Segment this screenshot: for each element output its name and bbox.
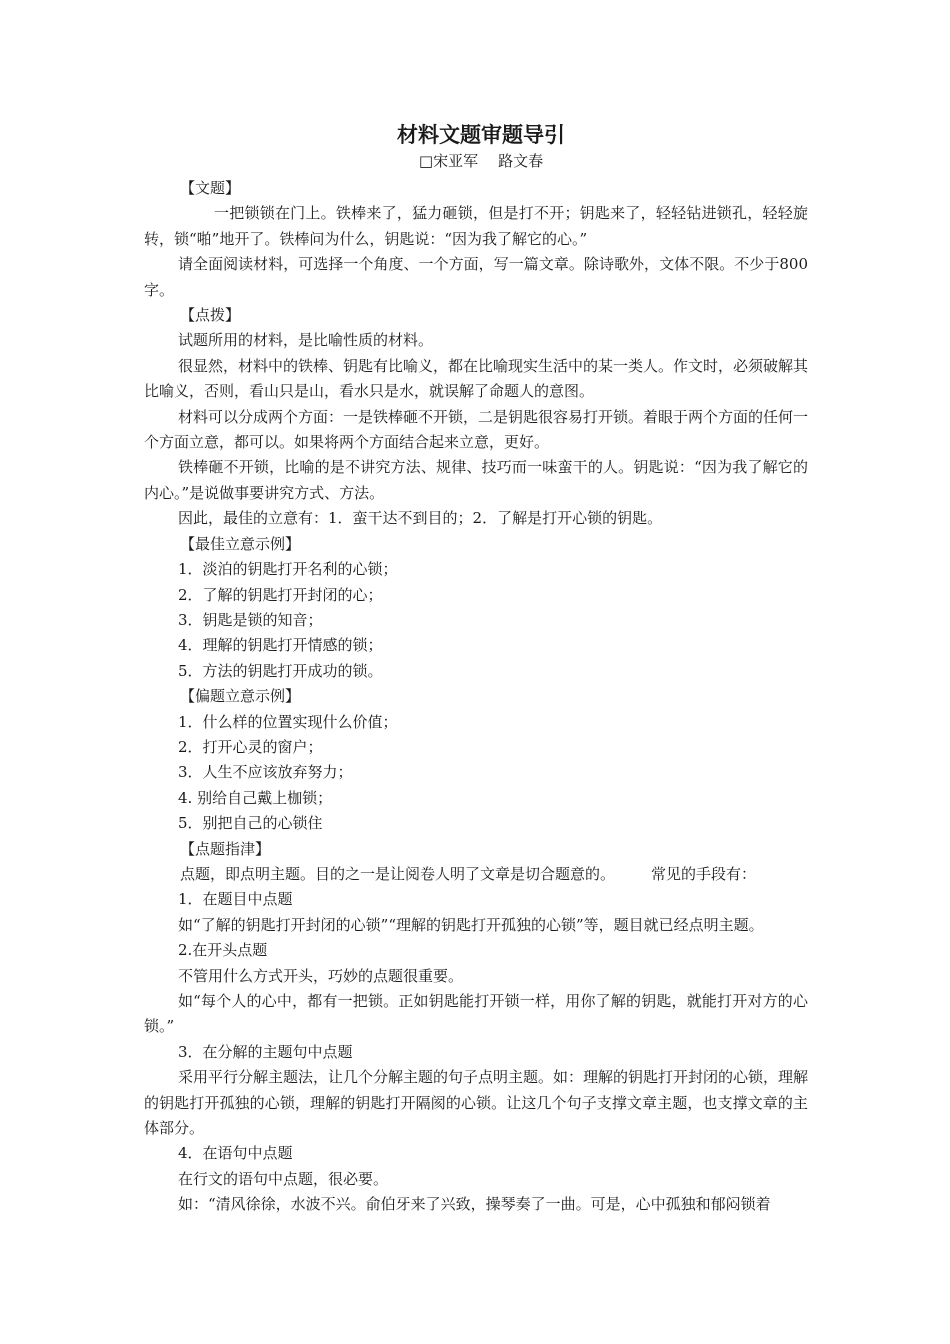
list-item: 2．打开心灵的窗户； xyxy=(178,737,323,756)
document-title: 材料文题审题导引 xyxy=(397,122,565,147)
list-item: 1．什么样的位置实现什么价值； xyxy=(178,712,398,731)
list-item: 5．别把自己的心锁住 xyxy=(178,814,323,833)
section-heading-best-ideas: 【最佳立意示例】 xyxy=(180,534,301,553)
document-body xyxy=(144,120,808,1218)
subheading: 2.在开头点题 xyxy=(178,941,268,960)
body-paragraph: 如“了解的钥匙打开封闭的心锁”“理解的钥匙打开孤独的心锁”等，题目就已经点明主题。 xyxy=(178,915,764,934)
subheading: 4．在语句中点题 xyxy=(178,1144,293,1163)
list-item: 4. 别给自己戴上枷锁； xyxy=(178,788,333,807)
author-secondary: 路文春 xyxy=(498,152,544,170)
section-heading-dianbo: 【点拨】 xyxy=(180,306,241,325)
list-item: 2．了解的钥匙打开封闭的心； xyxy=(178,585,383,604)
author-line xyxy=(154,150,808,172)
body-paragraph: 材料可以分成两个方面：一是铁棒砸不开锁，二是钥匙很容易打开锁。着眼于两个方面的任何一个方面立意，都可以。如果将两个方面结合起来立意，更好。 xyxy=(144,407,809,452)
body-paragraph: 试题所用的材料，是比喻性质的材料。 xyxy=(178,331,434,350)
list-item: 4．理解的钥匙打开情感的锁； xyxy=(178,636,383,655)
list-item: 3．人生不应该放弃努力； xyxy=(178,763,353,782)
list-item: 3．钥匙是锁的知音； xyxy=(178,610,323,629)
section-heading-guide: 【点题指津】 xyxy=(180,839,271,858)
list-item: 5．方法的钥匙打开成功的锁。 xyxy=(178,661,383,680)
section-heading-off-topic: 【偏题立意示例】 xyxy=(180,687,301,706)
instructions-paragraph: 请全面阅读材料，可选择一个角度、一个方面，写一篇文章。除诗歌外，文体不限。不少于800字。 xyxy=(144,255,808,299)
body-paragraph: 铁棒砸不开锁，比喻的是不讲究方法、规律、技巧而一味蛮干的人。钥匙说：“因为我了解它的内心。”是说做事要讲究方式、方法。 xyxy=(144,458,808,502)
body-paragraph: 在行文的语句中点题，很必要。 xyxy=(178,1169,389,1188)
body-paragraph: 如“每个人的心中，都有一把锁。正如钥匙能打开锁一样，用你了解的钥匙，就能打开对方的心锁。” xyxy=(144,992,808,1036)
body-paragraph: 很显然，材料中的铁棒、钥匙有比喻义，都在比喻现实生活中的某一类人。作文时，必须破解其比喻义，否则，看山只是山，看水只是水，就误解了命题人的意图。 xyxy=(144,356,809,401)
body-text: 点题，即点明主题。目的之一是让阅卷人明了文章是切合题意的。 xyxy=(180,864,616,883)
body-paragraph: 如：“清风徐徐，水波不兴。俞伯牙来了兴致，操琴奏了一曲。可是，心中孤独和郁闷锁着 xyxy=(178,1195,771,1214)
subheading: 1．在题目中点题 xyxy=(178,890,293,909)
subheading: 3．在分解的主题句中点题 xyxy=(178,1042,353,1061)
author-primary: □宋亚军 xyxy=(418,152,479,170)
body-paragraph: 采用平行分解主题法，让几个分解主题的句子点明主题。如：理解的钥匙打开封闭的心锁，理解的钥匙打开孤独的心锁，理解的钥匙打开隔阂的心锁。让这几个句子支撑文章主题，也支撑文章的主体部分。 xyxy=(144,1068,809,1138)
list-item: 1．淡泊的钥匙打开名利的心锁； xyxy=(178,560,398,579)
material-paragraph: 一把锁锁在门上。铁棒来了，猛力砸锁，但是打不开；钥匙来了，轻轻钻进锁孔，轻轻旋转，锁“啪”地开了。铁棒问为什么，钥匙说：“因为我了解它的心。” xyxy=(144,204,808,248)
section-heading-wenti: 【文题】 xyxy=(180,179,241,197)
body-paragraph xyxy=(144,862,808,887)
body-text: 常见的手段有： xyxy=(651,864,757,883)
body-paragraph: 不管用什么方式开头，巧妙的点题很重要。 xyxy=(178,966,464,985)
body-paragraph: 因此，最佳的立意有：1．蛮干达不到目的；2．了解是打开心锁的钥匙。 xyxy=(178,509,663,528)
